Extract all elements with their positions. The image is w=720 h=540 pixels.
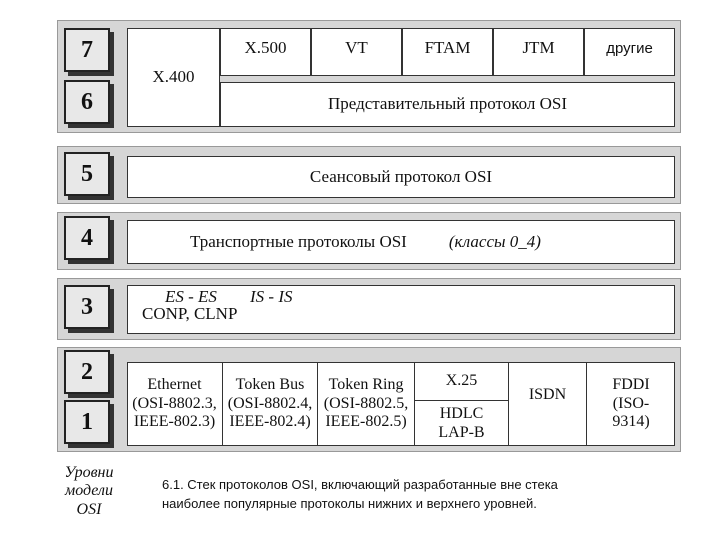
hdlc-label: HDLC [439, 405, 484, 423]
caption-line-2: наиболее популярные протоколы нижних и верхнего уровней. [162, 495, 537, 511]
token-bus-std-1: (OSI-8802.4, [227, 394, 313, 412]
x400-box [127, 28, 220, 127]
level-7-label: 7 [64, 28, 110, 72]
other-box [584, 28, 675, 76]
transport-classes: (классы 0_4) [448, 231, 541, 251]
token-bus-std-2: IEEE-802.4) [229, 413, 311, 431]
lapb-label: LAP-B [438, 423, 485, 441]
vt-box [311, 28, 402, 76]
es-es-label: ES - ES [165, 287, 217, 306]
transport-box [127, 220, 675, 264]
osi-levels-legend [52, 464, 126, 524]
level-6-label: 6 [64, 80, 110, 124]
hdlc-cell [414, 400, 508, 446]
session-box [127, 156, 675, 198]
caption-line-1: 6.1. Стек протоколов OSI, включающий разработанные вне стека [162, 477, 558, 492]
level-1-label: 1 [64, 400, 110, 444]
token-ring-std-2: IEEE-802.5) [325, 413, 407, 431]
token-ring-name: Token Ring [328, 376, 404, 394]
level-3-label: 3 [64, 285, 110, 329]
ethernet-std-2: IEEE-802.3) [133, 413, 216, 431]
jtm-label: JTM [522, 38, 555, 57]
transport-label: Транспортные протоколы OSI [190, 231, 407, 251]
token-bus-name: Token Bus [235, 376, 305, 394]
fddi-std-2: 9314) [612, 413, 650, 431]
token-bus-cell [222, 362, 317, 446]
fddi-name: FDDI [612, 376, 650, 394]
token-ring-std-1: (OSI-8802.5, [323, 394, 409, 412]
clnp-label: CONP, CLNP [142, 304, 238, 323]
level-4-label: 4 [64, 216, 110, 260]
level-5-label: 5 [64, 152, 110, 196]
ftam-box [402, 28, 493, 76]
legend-line-1: Уровни [64, 464, 114, 481]
isdn-cell [508, 362, 586, 446]
vt-label: VT [345, 38, 368, 57]
figure-caption [162, 476, 702, 516]
fddi-std-1: (ISO- [612, 394, 650, 412]
presentation-box [220, 82, 675, 127]
network-box [127, 285, 675, 334]
ethernet-std-1: (OSI-8802.3, [132, 394, 217, 412]
ethernet-cell [127, 362, 222, 446]
session-label: Сеансовый протокол OSI [309, 166, 493, 186]
ethernet-name: Ethernet [147, 376, 202, 394]
x400-label: X.400 [152, 67, 195, 87]
presentation-label: Представительный протокол OSI [327, 94, 568, 114]
legend-line-2: модели [65, 482, 113, 500]
x500-box [220, 28, 311, 76]
ftam-label: FTAM [424, 38, 471, 57]
x25-cell [414, 362, 508, 400]
isdn-name: ISDN [528, 386, 567, 403]
level-2-label: 2 [64, 350, 110, 394]
x25-name: X.25 [445, 371, 478, 389]
legend-line-3: OSI [76, 500, 102, 518]
jtm-box [493, 28, 584, 76]
fddi-cell [586, 362, 675, 446]
x500-label: X.500 [244, 38, 287, 57]
other-label: другие [606, 40, 653, 57]
token-ring-cell [317, 362, 414, 446]
is-is-label: IS - IS [250, 287, 293, 306]
